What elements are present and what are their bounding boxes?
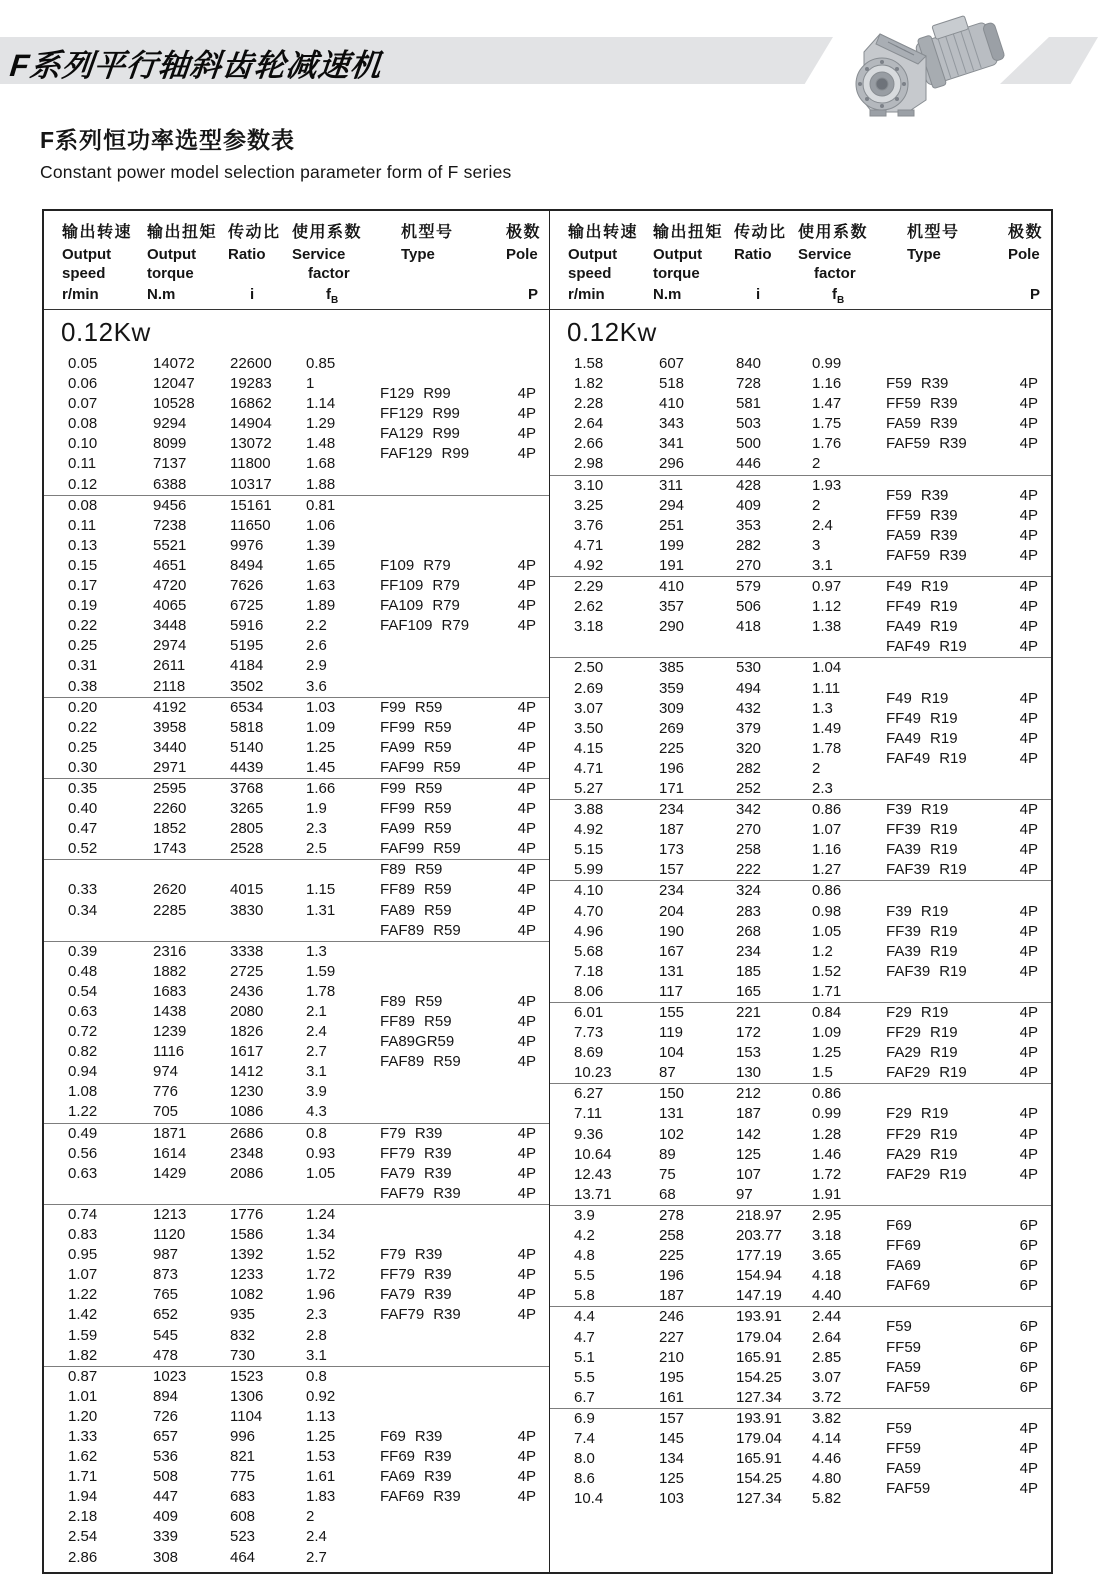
table-block <box>550 1083 1051 1205</box>
type-entry: F109 R79 4P <box>380 556 536 574</box>
table-row: 0.38 2118 3502 3.6 <box>68 677 327 695</box>
table-row: 0.47 1852 2805 2.3 <box>68 820 327 838</box>
table-row: 1.22 705 1086 4.3 <box>68 1103 327 1121</box>
table-row: 4.15 225 320 1.78 <box>574 739 842 757</box>
table-row: 0.56 1614 2348 0.93 <box>68 1144 336 1162</box>
table-row: 10.4 103 127.34 5.82 <box>574 1490 842 1508</box>
type-entry: FA59 4P <box>886 1460 1038 1478</box>
table-row: 4.92 187 270 1.07 <box>574 821 842 839</box>
table-row <box>68 921 380 941</box>
table-row: 5.68 167 234 1.2 <box>574 942 833 960</box>
table-row: 2.28 410 581 1.47 <box>574 395 842 413</box>
table-row: 0.08 9456 15161 0.81 <box>68 496 336 514</box>
table-row: 3.88 234 342 0.86 <box>574 801 842 819</box>
type-entry: FF89 R59 4P <box>380 881 536 899</box>
type-entry: F99 R59 4P <box>380 698 536 716</box>
type-entry: FF49 R19 4P <box>886 709 1038 727</box>
type-entry: F29 R19 4P <box>886 1105 1038 1123</box>
type-entry: F39 R19 4P <box>886 801 1038 819</box>
table-row: 0.06 12047 19283 1 <box>68 375 315 393</box>
table-block <box>44 778 549 859</box>
type-entry: FA69 6P <box>886 1257 1038 1275</box>
type-entry: FA29 R19 4P <box>886 1145 1038 1163</box>
table-block <box>44 354 549 495</box>
table-block <box>44 1366 549 1568</box>
table-block <box>550 657 1051 799</box>
table-row: 3.10 311 428 1.93 <box>574 476 842 494</box>
table-row: 1.71 508 775 1.61 <box>68 1468 336 1486</box>
type-entry: FAF109 R79 4P <box>380 617 536 635</box>
type-entry: FAF59 6P <box>886 1378 1038 1396</box>
table-row: 0.17 4720 7626 1.63 <box>68 577 336 595</box>
type-entry: FF29 R19 4P <box>886 1125 1038 1143</box>
col-header: 使用系数 Service factor $f_B$ <box>292 224 363 306</box>
table-row: 0.30 2971 4439 1.45 <box>68 758 336 776</box>
table-row: 0.87 1023 1523 0.8 <box>68 1367 327 1385</box>
table-row: 4.8 225 177.19 3.65 <box>574 1247 842 1265</box>
table-row: 0.52 1743 2528 2.5 <box>68 840 327 858</box>
table-row: 13.71 68 97 1.91 <box>574 1185 842 1203</box>
table-row: 0.20 4192 6534 1.03 <box>68 698 336 716</box>
table-row: 5.1 210 165.91 2.85 <box>574 1348 842 1366</box>
table-row: 2.29 410 579 0.97 <box>574 578 842 596</box>
column-headers <box>44 211 549 310</box>
table-row: 0.33 2620 4015 1.15 <box>68 881 336 899</box>
type-entry: FF59 R39 4P <box>886 395 1038 413</box>
data-blocks <box>44 354 549 1572</box>
type-entry: FA59 R39 4P <box>886 526 1038 544</box>
table-row <box>574 637 886 657</box>
table-block <box>44 697 549 778</box>
table-row: 0.49 1871 2686 0.8 <box>68 1124 327 1142</box>
type-entry: FF59 R39 4P <box>886 506 1038 524</box>
type-entry: FA99 R59 4P <box>380 820 536 838</box>
table-row: 7.11 131 187 0.99 <box>574 1105 842 1123</box>
type-entry: F69 6P <box>886 1216 1038 1234</box>
table-row: 0.10 8099 13072 1.48 <box>68 435 336 453</box>
type-entry: FAF99 R59 4P <box>380 758 536 776</box>
table-row: 0.72 1239 1826 2.4 <box>68 1023 327 1041</box>
table-row: 3.07 309 432 1.3 <box>574 699 833 717</box>
table-row: 5.15 173 258 1.16 <box>574 841 842 859</box>
type-entry: F89 R59 4P <box>380 861 536 879</box>
table-row: 0.07 10528 16862 1.14 <box>68 395 336 413</box>
table-row: 0.34 2285 3830 1.31 <box>68 901 336 919</box>
type-entry: FA59 6P <box>886 1358 1038 1376</box>
table-row: 0.19 4065 6725 1.89 <box>68 597 336 615</box>
type-entry: F59 R39 4P <box>886 375 1038 393</box>
type-entry: F79 R39 4P <box>380 1246 536 1264</box>
section-title-zh: F系列恒功率选型参数表 <box>40 127 296 153</box>
table-row: 1.07 873 1233 1.72 <box>68 1266 336 1284</box>
table-block <box>44 941 549 1123</box>
col-header: 机型号 Type <box>907 224 960 263</box>
table-row: 5.8 187 147.19 4.40 <box>574 1287 842 1305</box>
type-entry: FA39 R19 4P <box>886 841 1038 859</box>
table-row: 0.05 14072 22600 0.85 <box>68 355 336 372</box>
table-row: 2.66 341 500 1.76 <box>574 435 842 453</box>
table-row: 1.94 447 683 1.83 <box>68 1488 336 1506</box>
table-row: 7.18 131 185 1.52 <box>574 962 842 980</box>
section-heading <box>40 122 1100 183</box>
table-row: 0.95 987 1392 1.52 <box>68 1246 336 1264</box>
type-entry: FA69 R39 4P <box>380 1468 536 1486</box>
table-block <box>550 1306 1051 1407</box>
table-row: 1.33 657 996 1.25 <box>68 1427 336 1445</box>
table-row: 2.86 308 464 2.7 <box>68 1548 327 1566</box>
table-row: 7.4 145 179.04 4.14 <box>574 1429 842 1447</box>
table-block <box>550 799 1051 880</box>
type-entry: FA99 R59 4P <box>380 738 536 756</box>
type-entry: FAF39 R19 4P <box>886 861 1038 879</box>
table-row: 0.63 1429 2086 1.05 <box>68 1164 336 1182</box>
type-entry: F79 R39 4P <box>380 1124 536 1142</box>
table-row: 0.22 3448 5916 2.2 <box>68 617 327 635</box>
table-row: 4.71 199 282 3 <box>574 536 821 554</box>
type-entry: FAF79 R39 4P <box>380 1306 536 1324</box>
type-entry: FF69 R39 4P <box>380 1448 536 1466</box>
table-row: 3.76 251 353 2.4 <box>574 516 833 534</box>
type-entry: FA89 R59 4P <box>380 901 536 919</box>
table-row: 8.6 125 154.25 4.80 <box>574 1470 842 1488</box>
table-block <box>44 495 549 697</box>
table-block <box>550 576 1051 657</box>
table-row: 6.27 150 212 0.86 <box>574 1085 842 1103</box>
column-headers <box>550 211 1051 310</box>
table-row: 0.83 1120 1586 1.34 <box>68 1226 336 1244</box>
type-entry: FF59 6P <box>886 1338 1038 1356</box>
table-row: 0.31 2611 4184 2.9 <box>68 657 327 675</box>
table-row: 4.96 190 268 1.05 <box>574 922 842 940</box>
type-entry: FAF29 R19 4P <box>886 1165 1038 1183</box>
table-row: 0.40 2260 3265 1.9 <box>68 800 327 818</box>
table-row: 0.82 1116 1617 2.7 <box>68 1043 327 1061</box>
type-entry: FAF69 R39 4P <box>380 1488 536 1506</box>
type-entry: FA49 R19 4P <box>886 618 1038 636</box>
table-row: 0.22 3958 5818 1.09 <box>68 718 336 736</box>
table-row: 2.98 296 446 2 <box>574 455 821 473</box>
table-row: 1.20 726 1104 1.13 <box>68 1407 336 1425</box>
col-header: 输出转速 Output speed r/min <box>568 224 639 303</box>
type-entry: FF49 R19 4P <box>886 598 1038 616</box>
table-row: 2.18 409 608 2 <box>68 1508 315 1526</box>
type-entry: FF109 R79 4P <box>380 577 536 595</box>
table-row: 3.25 294 409 2 <box>574 496 821 514</box>
table-row: 0.25 2974 5195 2.6 <box>68 637 327 655</box>
power-rating-label: 0.12Kw <box>61 317 151 347</box>
type-entry: FAF89 R59 4P <box>380 921 536 939</box>
table-row: 4.7 227 179.04 2.64 <box>574 1328 842 1346</box>
table-row: 10.64 89 125 1.46 <box>574 1145 842 1163</box>
type-entry: FA129 R99 4P <box>380 425 536 443</box>
table-row: 4.71 196 282 2 <box>574 759 821 777</box>
table-block <box>44 859 549 940</box>
type-entry: FA79 R39 4P <box>380 1286 536 1304</box>
type-entry: FAF69 6P <box>886 1277 1038 1295</box>
type-entry: FF99 R59 4P <box>380 800 536 818</box>
table-row: 3.9 278 218.97 2.95 <box>574 1206 842 1224</box>
type-entry: FF79 R39 4P <box>380 1144 536 1162</box>
type-entry: FAF59 4P <box>886 1480 1038 1498</box>
table-row: 0.74 1213 1776 1.24 <box>68 1205 336 1223</box>
table-row: 12.43 75 107 1.72 <box>574 1165 842 1183</box>
table-row: 0.35 2595 3768 1.66 <box>68 779 336 797</box>
parameter-table <box>42 209 1053 1574</box>
table-row: 0.08 9294 14904 1.29 <box>68 415 336 433</box>
type-entry: FF99 R59 4P <box>380 718 536 736</box>
type-entry: FF29 R19 4P <box>886 1024 1038 1042</box>
type-entry: FAF39 R19 4P <box>886 962 1038 980</box>
col-header: 使用系数 Service factor $f_B$ <box>798 224 869 306</box>
table-right-half <box>549 211 1051 1572</box>
table-row: 1.62 536 821 1.53 <box>68 1448 336 1466</box>
table-row: 0.94 974 1412 3.1 <box>68 1063 327 1081</box>
table-row: 0.25 3440 5140 1.25 <box>68 738 336 756</box>
type-entry: F59 6P <box>886 1318 1038 1336</box>
type-entry: FF39 R19 4P <box>886 821 1038 839</box>
table-row: 1.59 545 832 2.8 <box>68 1326 327 1344</box>
col-header: 传动比 Ratio i <box>228 224 281 303</box>
table-block <box>44 1204 549 1366</box>
type-entry: FAF29 R19 4P <box>886 1064 1038 1082</box>
type-entry: F59 4P <box>886 1419 1038 1437</box>
table-row: 0.11 7238 11650 1.06 <box>68 516 336 534</box>
type-entry: FA109 R79 4P <box>380 597 536 615</box>
type-entry: FAF99 R59 4P <box>380 840 536 858</box>
table-row: 1.22 765 1082 1.96 <box>68 1286 336 1304</box>
table-block <box>550 1002 1051 1083</box>
table-row: 0.63 1438 2080 2.1 <box>68 1003 327 1020</box>
type-entry: FAF59 R39 4P <box>886 546 1038 564</box>
col-header: 极数 Pole P <box>1008 224 1044 303</box>
type-entry: FAF89 R59 4P <box>380 1053 536 1071</box>
page-banner <box>0 0 1100 118</box>
table-row: 2.50 385 530 1.04 <box>574 659 842 677</box>
table-row: 5.5 195 154.25 3.07 <box>574 1368 842 1386</box>
col-header: 传动比 Ratio i <box>734 224 787 303</box>
type-entry: FA49 R19 4P <box>886 729 1038 747</box>
table-row: 0.54 1683 2436 1.78 <box>68 982 336 1000</box>
type-entry: F59 R39 4P <box>886 486 1038 504</box>
table-row <box>68 1184 380 1204</box>
table-block <box>550 880 1051 1002</box>
table-row: 5.5 196 154.94 4.18 <box>574 1267 842 1285</box>
col-header: 输出转速 Output speed r/min <box>62 224 133 303</box>
table-block <box>550 1408 1051 1509</box>
table-row: 3.50 269 379 1.49 <box>574 719 842 737</box>
type-entry: FAF49 R19 4P <box>886 638 1038 656</box>
table-row: 1.58 607 840 0.99 <box>574 355 842 372</box>
table-row: 1.08 776 1230 3.9 <box>68 1083 327 1101</box>
table-row: 9.36 102 142 1.28 <box>574 1125 842 1143</box>
type-entry: FA79 R39 4P <box>380 1164 536 1182</box>
table-row: 0.15 4651 8494 1.65 <box>68 556 336 574</box>
type-entry: F99 R59 4P <box>380 779 536 797</box>
col-header: 极数 Pole P <box>506 224 542 303</box>
table-row: 1.01 894 1306 0.92 <box>68 1387 336 1405</box>
type-entry: FF69 6P <box>886 1237 1038 1255</box>
table-row: 8.69 104 153 1.25 <box>574 1044 842 1062</box>
table-row: 0.48 1882 2725 1.59 <box>68 962 336 980</box>
type-entry: F129 R99 4P <box>380 385 536 403</box>
table-row: 2.62 357 506 1.12 <box>574 598 842 616</box>
section-title-en: Constant power model selection parameter form of F series <box>40 162 512 182</box>
table-row: 5.99 157 222 1.27 <box>574 861 842 879</box>
table-row: 2.54 339 523 2.4 <box>68 1528 327 1546</box>
table-row: 0.11 7137 11800 1.68 <box>68 455 336 473</box>
table-row: 4.92 191 270 3.1 <box>574 556 833 574</box>
data-blocks <box>550 354 1051 1572</box>
type-entry: FA89GR59 4P <box>380 1033 536 1051</box>
type-entry: F49 R19 4P <box>886 578 1038 596</box>
table-row: 6.7 161 127.34 3.72 <box>574 1388 842 1406</box>
type-entry: FA39 R19 4P <box>886 942 1038 960</box>
table-row: 1.82 518 728 1.16 <box>574 375 842 393</box>
type-entry: FF89 R59 4P <box>380 1013 536 1031</box>
table-row: 4.70 204 283 0.98 <box>574 902 842 920</box>
type-entry: FA29 R19 4P <box>886 1044 1038 1062</box>
type-entry: FA59 R39 4P <box>886 415 1038 433</box>
type-entry: F49 R19 4P <box>886 689 1038 707</box>
type-entry: FAF129 R99 4P <box>380 445 536 463</box>
table-block <box>550 475 1051 576</box>
table-left-half <box>44 211 549 1572</box>
table-block <box>550 1205 1051 1306</box>
table-row: 6.01 155 221 0.84 <box>574 1004 842 1021</box>
table-row: 0.12 6388 10317 1.88 <box>68 475 336 493</box>
table-block <box>550 354 1051 475</box>
gear-reducer-photo <box>842 4 1020 123</box>
banner-title: F系列平行轴斜齿轮减速机 <box>8 48 384 83</box>
table-row: 4.4 246 193.91 2.44 <box>574 1308 842 1326</box>
table-row <box>68 860 380 880</box>
type-entry: FF129 R99 4P <box>380 405 536 423</box>
col-header: 输出扭矩 Output torque N.m <box>653 224 724 303</box>
table-row: 1.82 478 730 3.1 <box>68 1346 327 1364</box>
table-row: 3.18 290 418 1.38 <box>574 618 842 636</box>
table-row: 7.73 119 172 1.09 <box>574 1024 842 1042</box>
type-entry: F29 R19 4P <box>886 1004 1038 1021</box>
table-row: 10.23 87 130 1.5 <box>574 1064 833 1082</box>
col-header: 机型号 Type <box>401 224 454 263</box>
table-row: 2.69 359 494 1.11 <box>574 679 841 697</box>
power-rating-label: 0.12Kw <box>567 317 657 347</box>
table-row: 4.10 234 324 0.86 <box>574 882 842 900</box>
table-row: 2.64 343 503 1.75 <box>574 415 842 433</box>
type-entry: FAF59 R39 4P <box>886 435 1038 453</box>
type-entry: FF79 R39 4P <box>380 1266 536 1284</box>
type-entry: FAF79 R39 4P <box>380 1184 536 1202</box>
type-entry: FAF49 R19 4P <box>886 749 1038 767</box>
type-entry: F69 R39 4P <box>380 1427 536 1445</box>
table-row: 1.42 652 935 2.3 <box>68 1306 327 1324</box>
table-row: 5.27 171 252 2.3 <box>574 779 833 797</box>
type-entry: F39 R19 4P <box>886 902 1038 920</box>
table-block <box>44 1123 549 1204</box>
col-header: 输出扭矩 Output torque N.m <box>147 224 218 303</box>
table-row: 0.13 5521 9976 1.39 <box>68 536 336 554</box>
type-entry: FF59 4P <box>886 1440 1038 1458</box>
type-entry: F89 R59 4P <box>380 992 536 1010</box>
table-row: 0.39 2316 3338 1.3 <box>68 942 327 960</box>
table-row: 8.06 117 165 1.71 <box>574 982 842 1000</box>
table-row: 4.2 258 203.77 3.18 <box>574 1227 842 1245</box>
table-row: 8.0 134 165.91 4.46 <box>574 1450 842 1468</box>
table-row: 6.9 157 193.91 3.82 <box>574 1409 842 1427</box>
type-entry: FF39 R19 4P <box>886 922 1038 940</box>
